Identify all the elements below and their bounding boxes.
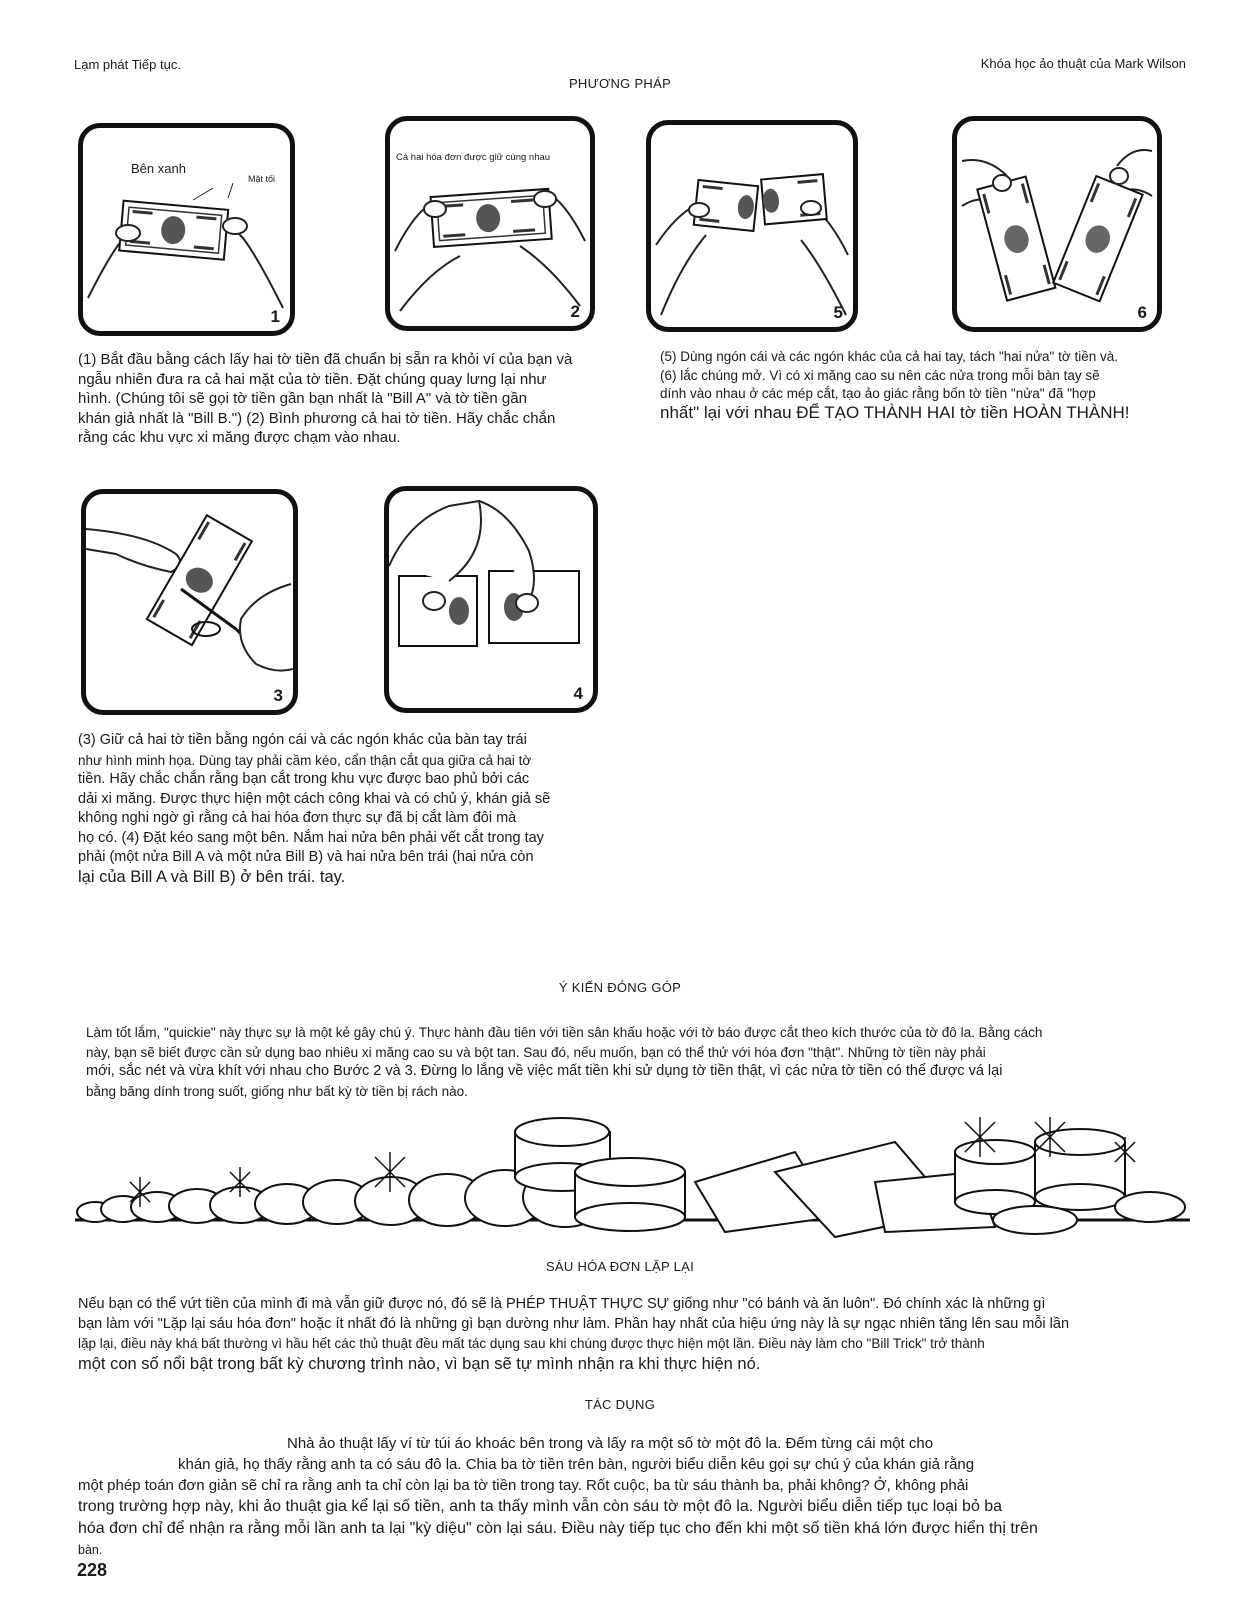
caption-line: tiền. Hãy chắc chắn rằng bạn cắt trong khu vực được bao phủ bởi các [78, 771, 530, 787]
bills-separated-halves-illustration [651, 125, 853, 327]
effect-line: hóa đơn chỉ để nhận ra rằng mỗi lần anh ta lại "kỳ diệu" còn lại sáu. Điều này tiếp tục cho đến khi một số tiền khá lớn được hiển thị trên [78, 1520, 1038, 1537]
caption-line: lại của Bill A và Bill B) ở bên trái. tay. [78, 867, 346, 886]
caption-line: ngẫu nhiên đưa ra cả hai mặt của tờ tiền. Đặt chúng quay lưng lại như [78, 370, 547, 388]
caption-line: rằng các khu vực xi măng được chạm vào nhau. [78, 429, 401, 446]
panel-number: 2 [570, 302, 580, 321]
comments-body [86, 1023, 1042, 1101]
caption-line: dải xi măng. Được thực hiện một cách công khai và có chủ ý, khán giả sẽ [78, 790, 551, 807]
caption-steps-5-6 [660, 348, 1130, 422]
caption-line: phải (một nửa Bill A và một nửa Bill B) và hai nửa bên trái (hai nửa còn [78, 849, 534, 865]
illustration-panel-3 [81, 489, 298, 715]
comments-line: này, bạn sẽ biết được cần sử dụng bao nhiêu xi măng cao su và bột tan. Sau đó, nếu muốn, bạn có thể thử với hóa đơn "thật". Những tờ tiền này phải [86, 1044, 986, 1060]
running-header-left: Lạm phát Tiếp tục. [74, 57, 181, 72]
caption-line: họ có. (4) Đặt kéo sang một bên. Nắm hai nửa bên phải vết cắt trong tay [78, 829, 544, 846]
caption-line: (5) Dùng ngón cái và các ngón khác của cả hai tay, tách "hai nửa" tờ tiền và. [660, 349, 1118, 364]
comments-line: Làm tốt lắm, "quickie" này thực sự là một kẻ gây chú ý. Thực hành đầu tiên với tiền sân khấu hoặc với tờ báo được cắt theo kích thước của tờ đô la. Bằng cách [86, 1025, 1043, 1040]
comments-heading: Ý KIẾN ĐÓNG GÓP [558, 980, 682, 995]
caption-line: như hình minh họa. Dùng tay phải cầm kéo, cẩn thận cắt qua giữa cả hai tờ [78, 752, 532, 768]
panel-number: 1 [270, 307, 280, 326]
caption-line: hình. (Chúng tôi sẽ gọi tờ tiền gần bạn nhất là "Bill A" và tờ tiền gần [78, 390, 527, 407]
hands-holding-bills-illustration [83, 128, 290, 331]
cutting-bills-with-scissors-illustration [86, 494, 293, 710]
gripping-cut-halves-illustration [389, 491, 593, 708]
panel-number: 6 [1137, 303, 1147, 322]
illustration-panel-4 [384, 486, 598, 713]
effect-line: Nhà ảo thuật lấy ví từ túi áo khoác bên trong và lấy ra một số tờ một đô la. Đếm từng cái một cho [287, 1435, 934, 1452]
panel-number: 5 [833, 303, 843, 322]
caption-line: không nghi ngờ gì rằng cả hai hóa đơn thực sự đã bị cắt làm đôi mà [78, 810, 517, 826]
caption-line: (6) lắc chúng mở. Vì có xi măng cao su nên các nửa trong mỗi bàn tay sẽ [660, 367, 1100, 383]
six-bills-line: Nếu bạn có thể vứt tiền của mình đi mà vẫn giữ được nó, đó sẽ là PHÉP THUẬT THỰC SỰ giống như "có bánh và ăn luôn". Đó chính xác là những gì [78, 1296, 1046, 1312]
six-bills-line: bạn làm với "Lặp lại sáu hóa đơn" hoặc ít nhất đó là những gì bạn dường như làm. Phần hay nhất của hiệu ứng này là sự ngạc nhiên tăng lên sau mỗi lần [78, 1316, 1070, 1332]
panel-number: 3 [273, 686, 283, 705]
label-dark-side: Mặt tối [248, 174, 276, 184]
coins-and-bills-illustration [75, 1112, 1190, 1252]
method-heading: PHƯƠNG PHÁP [568, 76, 672, 91]
effect-line: một phép toán đơn giản sẽ chỉ ra rằng anh ta chỉ còn lại ba tờ tiền trong tay. Rốt cuộc, ba từ sáu thành ba, phải không? Ở, không phải [78, 1477, 969, 1494]
six-bills-line: một con số nổi bật trong bất kỳ chương trình nào, vì bạn sẽ tự mình nhận ra khi thực hiện nó. [78, 1355, 761, 1373]
caption-line: khán giả nhất là "Bill B.") (2) Bình phương cả hai tờ tiền. Hãy chắc chắn [78, 409, 556, 427]
caption-steps-1-2 [78, 350, 572, 448]
caption-line: (3) Giữ cả hai tờ tiền bằng ngón cái và các ngón khác của bàn tay trái [78, 732, 527, 748]
bills-shaken-open-illustration [957, 121, 1157, 327]
panel-number: 4 [573, 684, 583, 703]
caption-line: dính vào nhau ở các mép cắt, tạo ảo giác rằng bốn tờ tiền "nửa" đã "hợp [660, 386, 1096, 401]
illustration-panel-2 [385, 116, 595, 331]
six-bills-heading: SÁU HÓA ĐƠN LẶP LẠI [545, 1259, 695, 1274]
label-blue-side: Bên xanh [131, 161, 186, 176]
caption-line: nhất" lại với nhau ĐỂ TẠO THÀNH HAI tờ tiền HOÀN THÀNH! [660, 402, 1130, 422]
running-header-right: Khóa học ảo thuật của Mark Wilson [980, 56, 1186, 71]
effect-heading: TÁC DỤNG [584, 1397, 656, 1412]
caption-line: (1) Bắt đầu bằng cách lấy hai tờ tiền đã chuẩn bị sẵn ra khỏi ví của bạn và [78, 351, 573, 368]
effect-line: khán giả, họ thấy rằng anh ta có sáu đô la. Chia ba tờ tiền trên bàn, người biểu diễn kêu gọi sự chú ý của khán giả rằng [178, 1456, 975, 1473]
page-number: 228 [77, 1560, 108, 1580]
comments-line: bằng băng dính trong suốt, giống như bất kỳ tờ tiền bị rách nào. [86, 1083, 468, 1099]
six-bills-line: lặp lại, điều này khá bất thường vì hầu hết các thủ thuật đều mất tác dụng sau khi chúng được thực hiện một lần. Điều này làm cho "Bill Trick" trở thành [78, 1336, 985, 1351]
effect-line: bàn. [78, 1543, 103, 1557]
six-bills-body [78, 1294, 1069, 1374]
illustration-panel-6 [952, 116, 1162, 332]
illustration-panel-1 [78, 123, 295, 336]
comments-line: mới, sắc nét và vừa khít với nhau cho Bước 2 và 3. Đừng lo lắng về việc mất tiền khi sử dụng tờ tiền thật, vì các nửa tờ tiền có thể được vá lại [86, 1063, 1003, 1079]
caption-steps-3-4 [78, 731, 550, 887]
effect-line: trong trường hợp này, khi ảo thuật gia kể lại số tiền, anh ta thấy mình vẫn còn sáu tờ một đô la. Người biểu diễn tiếp tục loại bỏ ba [78, 1498, 1003, 1515]
label-bills-held-together: Cả hai hóa đơn được giữ cùng nhau [396, 152, 551, 163]
illustration-panel-5 [646, 120, 858, 332]
